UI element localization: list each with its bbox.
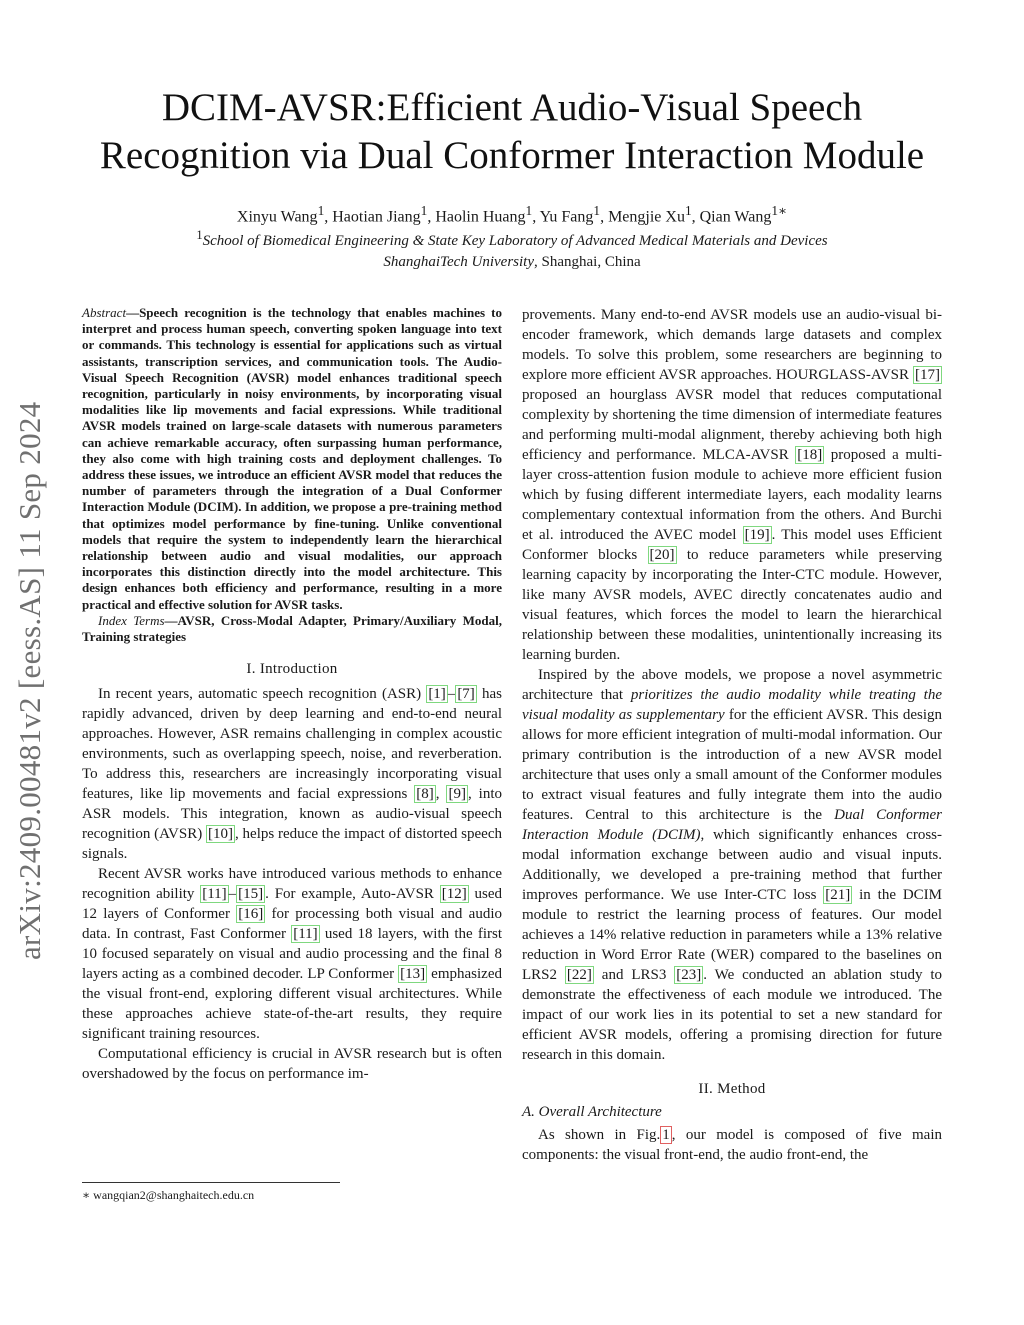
intro-paragraph-1: In recent years, automatic speech recognition (ASR) [1] – [7] has rapidly advanced, driven by deep learning and end-to-end neural approaches. However, ASR remains challenging in complex acoustic environments, such as overlapping speech, noise, and reverberation. To address this, researchers are increasingly incorporating visual features, like lip movements and facial expressions [8] , [9] , into ASR models. This integration, known as audio-visual speech recognition (AVSR) [10] , helps reduce the impact of distorted speech signals. [82, 686, 502, 863]
affiliation-university: ShanghaiTech University [383, 254, 535, 270]
citation-link[interactable]: [21] [825, 887, 851, 903]
subsection-heading-overall-architecture: A. Overall Architecture [522, 1104, 662, 1120]
citation-link[interactable]: [17] [915, 367, 940, 383]
left-column [82, 305, 502, 1084]
affiliation-city: , Shanghai, China [534, 254, 641, 270]
citation-link[interactable]: [7] [457, 686, 475, 703]
citation-link[interactable]: [1] [428, 686, 446, 703]
title-line-2: Recognition via Dual Conformer Interaction Module [99, 134, 925, 177]
author-name: Mengjie Xu [608, 208, 685, 226]
citation-link[interactable]: [19] [744, 527, 770, 543]
right-column [522, 305, 942, 1165]
citation-link[interactable]: [23] [676, 967, 702, 983]
citation-link[interactable]: [16] [238, 906, 264, 923]
citation-link[interactable]: [18] [797, 447, 823, 463]
abstract-text: —Speech recognition is the technology that enables machines to interpret and process human speech, converting spoken language into text or commands. This technology is essential for applications such as virtual assistants, transcription services, and communication tools. The Audio-Visual Speech Recognition (AVSR) model enhances traditional speech recognition, particularly in noisy environments, by incorporating visual modalities like lip movements and facial expressions. While traditional AVSR models trained on large-scale datasets with numerous parameters can achieve remarkable accuracy, often surpassing human performance, they also come with high training costs and deployment challenges. To address these issues, we introduce an efficient AVSR model that reduces the number of parameters through the integration of a Dual Conformer Interaction Module (DCIM). In addition, we propose a pre-training method that optimizes model performance by fine-tuning. Unlike conventional models that require the system to independently learn the hierarchical relationship between audio and visual modalities, our approach incorporates this distinction directly into the model architecture. This design enhances both efficiency and performance, resulting in a more practical and effective solution for AVSR tasks. [82, 305, 502, 612]
section-heading-method: II. Method [698, 1081, 766, 1097]
citation-link[interactable]: [11] [293, 926, 318, 943]
title-line-1: DCIM-AVSR:Efficient Audio-Visual Speech [161, 86, 863, 129]
right-paragraph-1: provements. Many end-to-end AVSR models use an audio-visual bi-encoder framework, which demands large datasets and complex models. To solve this problem, some researchers are beginning to explore more efficient AVSR approaches. HOURGLASS-AVSR [17] proposed an hourglass AVSR model that reduces computational complexity by shortening the time dimension of intermediate features and performing multi-modal alignment, thereby achieving both high efficiency and performance. MLCA-AVSR [18] proposed a multi-layer cross-attention fusion module to achieve more efficient fusion which by fusing different intermediate layers, each modality learns complementary contextual information from the others. And Burchi et al. introduced the AVEC model [19] . This model uses Efficient Conformer blocks [20] to reduce parameters while preserving learning capacity by incorporating the Inter-CTC module. However, like many AVSR models, AVEC directly concatenates audio and visual features, which forces the model to learn the hierarchical relationship between these modalities, unintentionally increasing its learning burden. [522, 307, 943, 663]
citation-link[interactable]: [22] [566, 967, 592, 983]
index-terms-text: —AVSR, Cross-Modal Adapter, Primary/Auxiliary Modal, Training strategies [82, 612, 502, 645]
abstract [82, 305, 502, 613]
citation-link[interactable]: [10] [208, 826, 233, 843]
citation-link[interactable]: [8] [416, 786, 434, 803]
abstract-label: Abstract [82, 305, 127, 320]
citation-link[interactable]: [12] [441, 886, 467, 903]
author-name: Haotian Jiang [332, 208, 421, 226]
right-paragraph-2: Inspired by the above models, we propose a novel asymmetric architecture that prioritizes the audio modality while treating the visual modality as supplementary for the efficient AVSR. This design allows for more efficient integration of multi-modal information. Our primary contribution is the introduction of a new AVSR model architecture that uses only a small amount of the Conformer modules to extract visual features and fully integrate them into the audio features. Central to this architecture is the Dual Conformer Interaction Module (DCIM), which significantly enhances cross-modal information exchange between audio and visual inputs. Additionally, we developed a pre-training method that further improves performance. We use Inter-CTC loss [21] in the DCIM module to restrict the learning process of features. Our model achieves a 14% relative reduction in parameters while a 13% relative reduction in Word Error Rate (WER) compared to the baselines on LRS2 [22] and LRS3 [23] . We conducted an ablation study to demonstrate the effectiveness of each module we introduced. The impact of our work lies in its potential to set a new standard for efficient AVSR models, offering a promising direction for future research in this domain. [522, 667, 943, 1063]
paper-title [60, 84, 964, 180]
citation-link[interactable]: [11] [202, 886, 227, 903]
citation-link[interactable]: [13] [400, 966, 426, 983]
intro-paragraph-3: Computational efficiency is crucial in AVSR research but is often overshadowed by the focus on performance im- [82, 1046, 502, 1083]
author-name: Yu Fang [539, 208, 594, 226]
citation-link[interactable]: [9] [448, 786, 466, 803]
author-name: Qian Wang [699, 208, 772, 226]
right-paragraph-3: As shown in Fig. 1 , our model is composed of five main components: the visual front-end, the audio front-end, the [522, 1127, 942, 1163]
footnote-email: ∗ wangqian2@shanghaitech.edu.cn [82, 1188, 255, 1202]
footnote-rule [82, 1182, 340, 1183]
citation-link[interactable]: [20] [649, 547, 675, 563]
index-terms [82, 613, 502, 645]
intro-paragraph-2: Recent AVSR works have introduced various methods to enhance recognition ability [11] – [15] . For example, Auto-AVSR [12] used 12 layers of Conformer [16] for processing both visual and audio data. In contrast, Fast Conformer [11] used 18 layers, with the first 10 focused separately on visual and audio processing and the final 8 layers acting as a combined decoder. LP Conformer [13] emphasized the visual front-end, exploring different visual architectures. While these approaches achieve state-of-the-art results, they require significant training resources. [82, 866, 502, 1043]
citation-link[interactable]: [15] [238, 886, 264, 903]
author-name: Haolin Huang [435, 208, 526, 226]
affiliation: $^1$School of Biomedical Engineering & State Key Laboratory of Advanced Medical Materials and Devices ShanghaiTech University, Shanghai, China [196, 228, 828, 270]
author-list: Xinyu Wang$^1$, Haotian Jiang$^1$, Haolin Huang$^1$, Yu Fang$^1$, Mengjie Xu$^1$, Qian Wang$^{1∗}$ [236, 203, 788, 226]
figure-link[interactable]: 1 [662, 1127, 670, 1143]
index-terms-label: Index Terms [98, 612, 165, 628]
author-name: Xinyu Wang [236, 208, 318, 226]
section-heading-introduction: I. Introduction [246, 661, 338, 678]
affiliation-line-1: School of Biomedical Engineering & State Key Laboratory of Advanced Medical Materials and Devices [202, 233, 828, 249]
arxiv-stamp: arXiv:2409.00481v2 [eess.AS] 11 Sep 2024 [12, 401, 47, 960]
